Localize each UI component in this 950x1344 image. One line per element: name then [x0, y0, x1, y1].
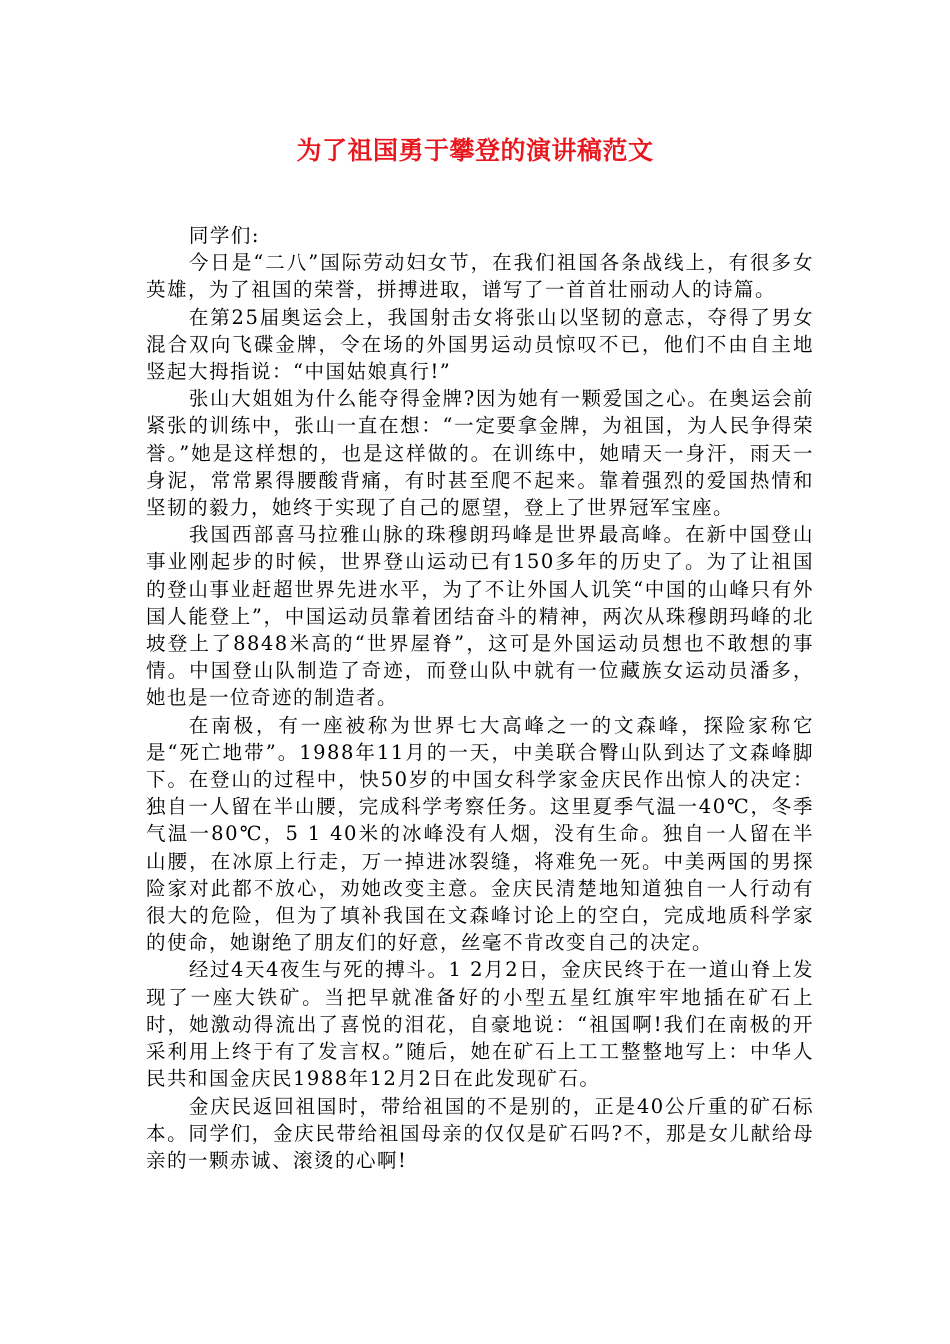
paragraph: 今日是“二八”国际劳动妇女节，在我们祖国各条战线上，有很多女英雄，为了祖国的荣誉，拼搏进取，谱写了一首首壮丽动人的诗篇。 [146, 251, 814, 302]
paragraph: 金庆民返回祖国时，带给祖国的不是别的，正是40公斤重的矿石标本。同学们，金庆民带给祖国母亲的仅仅是矿石吗?不，那是女儿献给母亲的一颗赤诚、滚烫的心啊! [146, 1094, 814, 1172]
paragraph: 我国西部喜马拉雅山脉的珠穆朗玛峰是世界最高峰。在新中国登山事业刚起步的时候，世界登山运动已有150多年的历史了。为了让祖国的登山事业赶超世界先进水平，为了不让外国人讥笑“中国的山峰只有外国人能登上”，中国运动员靠着团结奋斗的精神，两次从珠穆朗玛峰的北坡登上了8848米高的“世界屋脊”，这可是外国运动员想也不敢想的事情。中国登山队制造了奇迹，而登山队中就有一位藏族女运动员潘多，她也是一位奇迹的制造者。 [146, 523, 814, 710]
document-body [146, 222, 814, 1174]
paragraph: 在第25届奥运会上，我国射击女将张山以坚韧的意志，夺得了男女混合双向飞碟金牌，令在场的外国男运动员惊叹不已，他们不由自主地竖起大拇指说：“中国姑娘真行!” [146, 305, 814, 384]
paragraph: 张山大姐姐为什么能夺得金牌?因为她有一颗爱国之心。在奥运会前紧张的训练中，张山一直在想：“一定要拿金牌，为祖国，为人民争得荣誉。”她是这样想的，也是这样做的。在训练中，她晴天一身汗，雨天一身泥，常常累得腰酸背痛，有时甚至爬不起来。靠着强烈的爱国热情和坚韧的毅力，她终于实现了自己的愿望，登上了世界冠军宝座。 [146, 387, 814, 520]
document-title: 为了祖国勇于攀登的演讲稿范文 [296, 136, 654, 165]
paragraph: 经过4天4夜生与死的搏斗。1 2月2日，金庆民终于在一道山脊上发现了一座大铁矿。当把早就准备好的小型五星红旗牢牢地插在矿石上时，她激动得流出了喜悦的泪花，自豪地说：“祖国啊!我们在南极的开采利用上终于有了发言权。”随后，她在矿石上工工整整地写上：中华人民共和国金庆民1988年12月2日在此发现矿石。 [146, 958, 814, 1091]
paragraph: 在南极，有一座被称为世界七大高峰之一的文森峰，探险家称它是“死亡地带”。1988年11月的一天，中美联合臀山队到达了文森峰脚下。在登山的过程中，快50岁的中国女科学家金庆民作出惊人的决定：独自一人留在半山腰，完成科学考察任务。这里夏季气温一40℃，冬季气温一80℃，5 1 40米的冰峰没有人烟，没有生命。独自一人留在半山腰，在冰原上行走，万一掉进冰裂缝，将难免一死。中美两国的男探险家对此都不放心，劝她改变主意。金庆民清楚地知道独自一人行动有很大的危险，但为了填补我国在文森峰讨论上的空白，完成地质科学家的使命，她谢绝了朋友们的好意，丝毫不肯改变自己的决定。 [146, 713, 814, 955]
paragraph-salutation: 同学们: [188, 224, 260, 247]
